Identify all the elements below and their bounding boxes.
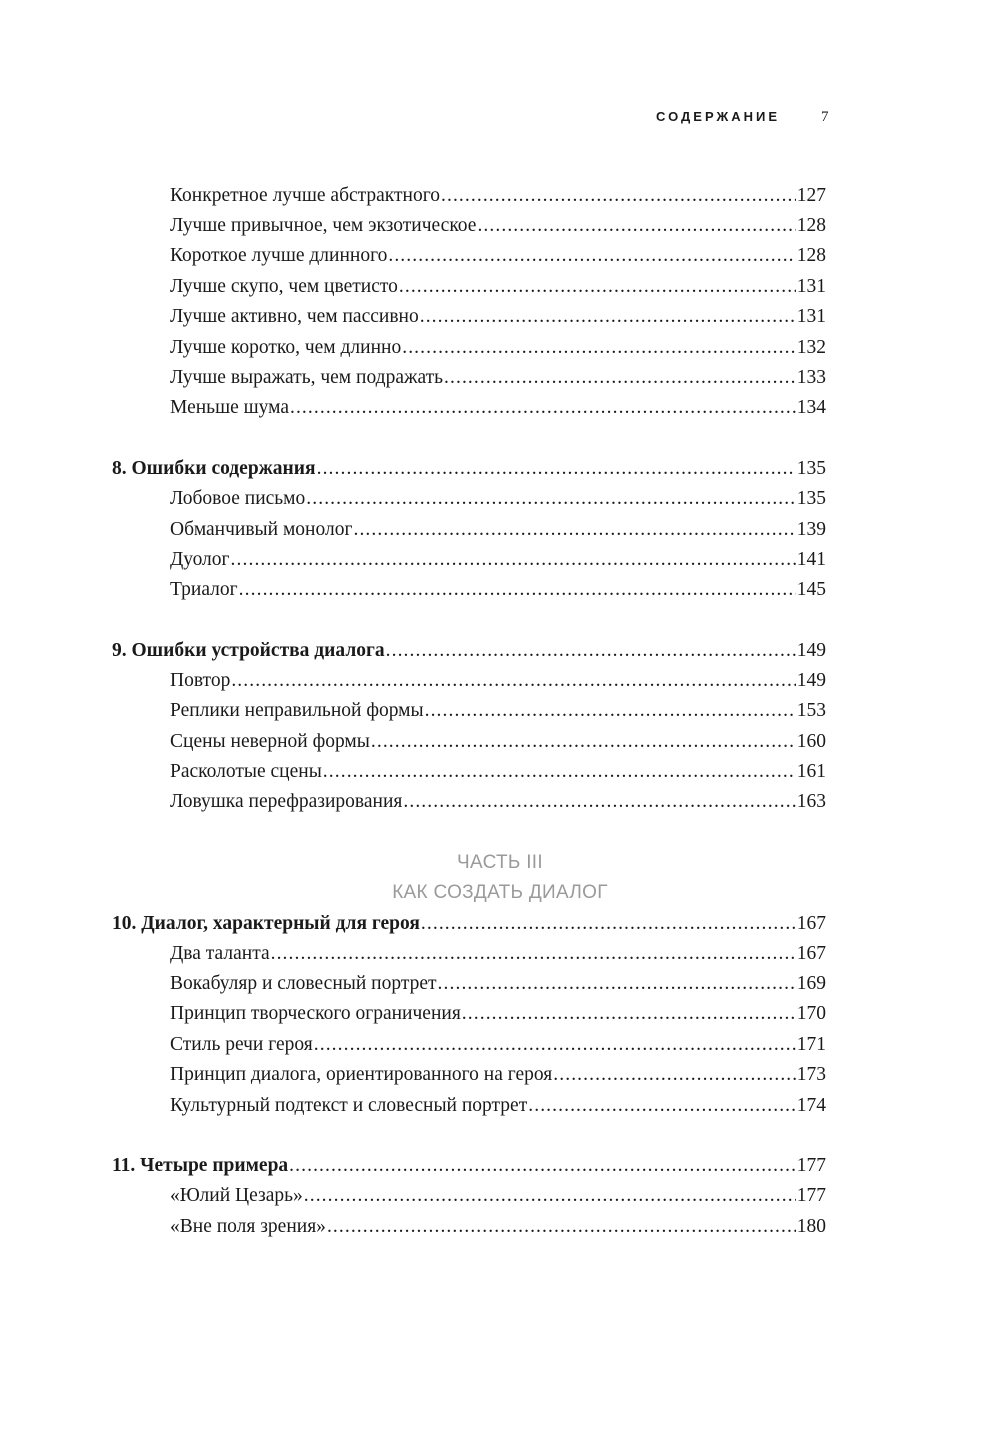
toc-chapter-title: 9. Ошибки устройства диалога <box>112 640 385 661</box>
toc-entry-title: Лучше активно, чем пассивно <box>170 306 419 327</box>
toc-entry-title: Расколотые сцены <box>170 761 322 782</box>
toc-entry-page: 163 <box>796 791 826 812</box>
toc-entry-title: Ловушка перефразирования <box>170 791 403 812</box>
toc-chapter-title: 10. Диалог, характерный для героя <box>112 913 420 934</box>
toc-entry <box>170 696 826 726</box>
toc-entry-title: Меньше шума <box>170 397 289 418</box>
toc-entry-title: Лучше скупо, чем цветисто <box>170 276 398 297</box>
dot-leader <box>231 666 795 696</box>
toc-entry-page: 134 <box>796 397 826 418</box>
toc-entry-page: 180 <box>796 1216 826 1237</box>
toc-entry <box>170 727 826 757</box>
toc-entry-page: 141 <box>796 549 826 570</box>
toc-entry <box>170 484 826 514</box>
toc-entry <box>170 787 826 817</box>
dot-leader <box>553 1060 795 1090</box>
running-title: СОДЕРЖАНИЕ <box>656 109 780 124</box>
dot-leader <box>304 1181 796 1211</box>
dot-leader <box>323 757 796 787</box>
toc-entry-title: Вокабуляр и словесный портрет <box>170 973 437 994</box>
toc-entry-page: 128 <box>796 245 826 266</box>
toc-entry-page: 131 <box>796 276 826 297</box>
dot-leader <box>425 696 796 726</box>
toc-entry-page: 177 <box>796 1185 826 1206</box>
dot-leader <box>477 211 795 241</box>
dot-leader <box>306 484 795 514</box>
toc-entry-title: Обманчивый монолог <box>170 519 353 540</box>
toc-entry <box>170 939 826 969</box>
toc-entry <box>170 302 826 332</box>
dot-leader <box>231 545 796 575</box>
dot-leader <box>388 241 795 271</box>
dot-leader <box>403 787 795 817</box>
toc-entry-title: Короткое лучше длинного <box>170 245 388 266</box>
dot-leader <box>438 969 796 999</box>
toc-entry-page: 169 <box>796 973 826 994</box>
dot-leader <box>290 393 796 423</box>
toc-chapter-page: 135 <box>796 458 826 479</box>
toc-entry <box>170 333 826 363</box>
dot-leader <box>239 575 796 605</box>
toc-entry-page: 167 <box>796 943 826 964</box>
toc-entry-page: 170 <box>796 1003 826 1024</box>
toc-entry-title: «Юлий Цезарь» <box>170 1185 303 1206</box>
toc-entry <box>170 1091 826 1121</box>
toc-entry-title: Принцип творческого ограничения <box>170 1003 461 1024</box>
toc-entry-page: 149 <box>796 670 826 691</box>
part-label: ЧАСТЬ III <box>457 852 543 873</box>
toc-entry-page: 173 <box>796 1064 826 1085</box>
toc-entry <box>170 363 826 393</box>
toc-chapter-page: 149 <box>796 640 826 661</box>
toc-entry-page: 139 <box>796 519 826 540</box>
toc-entry <box>170 1181 826 1211</box>
toc-entry <box>170 1060 826 1090</box>
toc-entry <box>170 1030 826 1060</box>
dot-leader <box>420 302 796 332</box>
toc-entry-page: 127 <box>796 185 826 206</box>
toc-chapter-9 <box>112 636 826 666</box>
toc-chapter-11 <box>112 1151 826 1181</box>
dot-leader <box>371 727 796 757</box>
toc-entry <box>170 393 826 423</box>
toc-entry-title: Принцип диалога, ориентированного на героя <box>170 1064 553 1085</box>
running-head <box>0 106 1000 128</box>
dot-leader <box>314 1030 796 1060</box>
toc-entry-title: Лучше выражать, чем подражать <box>170 367 444 388</box>
dot-leader <box>327 1212 796 1242</box>
toc-entry-page: 174 <box>796 1095 826 1116</box>
toc-entry-page: 135 <box>796 488 826 509</box>
dot-leader <box>528 1091 796 1121</box>
toc-entry-page: 145 <box>796 579 826 600</box>
toc-entry-page: 128 <box>796 215 826 236</box>
toc-chapter-10 <box>112 909 826 939</box>
toc-entry-title: Лобовое письмо <box>170 488 306 509</box>
toc-entry-title: Два таланта <box>170 943 270 964</box>
toc-chapter-title: 8. Ошибки содержания <box>112 458 316 479</box>
toc-entry-title: Лучше привычное, чем экзотическое <box>170 215 477 236</box>
dot-leader <box>317 454 796 484</box>
toc-entry-title: Триалог <box>170 579 238 600</box>
toc-entry <box>170 241 826 271</box>
toc-entry <box>170 969 826 999</box>
toc-entry-page: 153 <box>796 700 826 721</box>
toc-entry-page: 133 <box>796 367 826 388</box>
toc-entry-title: Реплики неправильной формы <box>170 700 424 721</box>
toc-entry <box>170 1212 826 1242</box>
part-title: КАК СОЗДАТЬ ДИАЛОГ <box>392 882 608 903</box>
toc-chapter-title: 11. Четыре примера <box>112 1155 289 1176</box>
toc-entry-page: 161 <box>796 761 826 782</box>
toc-entry <box>170 545 826 575</box>
toc-chapter-8 <box>112 454 826 484</box>
toc-entry-title: Лучше коротко, чем длинно <box>170 337 402 358</box>
toc-entry-title: Культурный подтекст и словесный портрет <box>170 1095 528 1116</box>
toc-entry-title: Повтор <box>170 670 231 691</box>
toc-entry-title: Сцены неверной формы <box>170 731 370 752</box>
toc-entry-page: 171 <box>796 1034 826 1055</box>
dot-leader <box>386 636 796 666</box>
toc-entry <box>170 515 826 545</box>
toc-entry-title: Конкретное лучше абстрактного <box>170 185 440 206</box>
toc-entry-page: 132 <box>796 337 826 358</box>
toc-entry <box>170 999 826 1029</box>
dot-leader <box>399 272 796 302</box>
dot-leader <box>462 999 796 1029</box>
toc-entry <box>170 757 826 787</box>
toc-entry-page: 131 <box>796 306 826 327</box>
dot-leader <box>289 1151 796 1181</box>
toc-entry <box>170 575 826 605</box>
toc-entry <box>170 211 826 241</box>
dot-leader <box>402 333 796 363</box>
dot-leader <box>271 939 796 969</box>
toc-entry-page: 160 <box>796 731 826 752</box>
dot-leader <box>353 515 795 545</box>
toc-entry <box>170 181 826 211</box>
toc-entry <box>170 272 826 302</box>
toc-entry-title: Дуолог <box>170 549 230 570</box>
dot-leader <box>421 909 796 939</box>
toc-chapter-page: 167 <box>796 913 826 934</box>
toc-chapter-page: 177 <box>796 1155 826 1176</box>
toc-entry-title: Стиль речи героя <box>170 1034 313 1055</box>
page-number: 7 <box>821 109 829 125</box>
dot-leader <box>441 181 796 211</box>
dot-leader <box>444 363 796 393</box>
toc-entry <box>170 666 826 696</box>
toc-entry-title: «Вне поля зрения» <box>170 1216 326 1237</box>
